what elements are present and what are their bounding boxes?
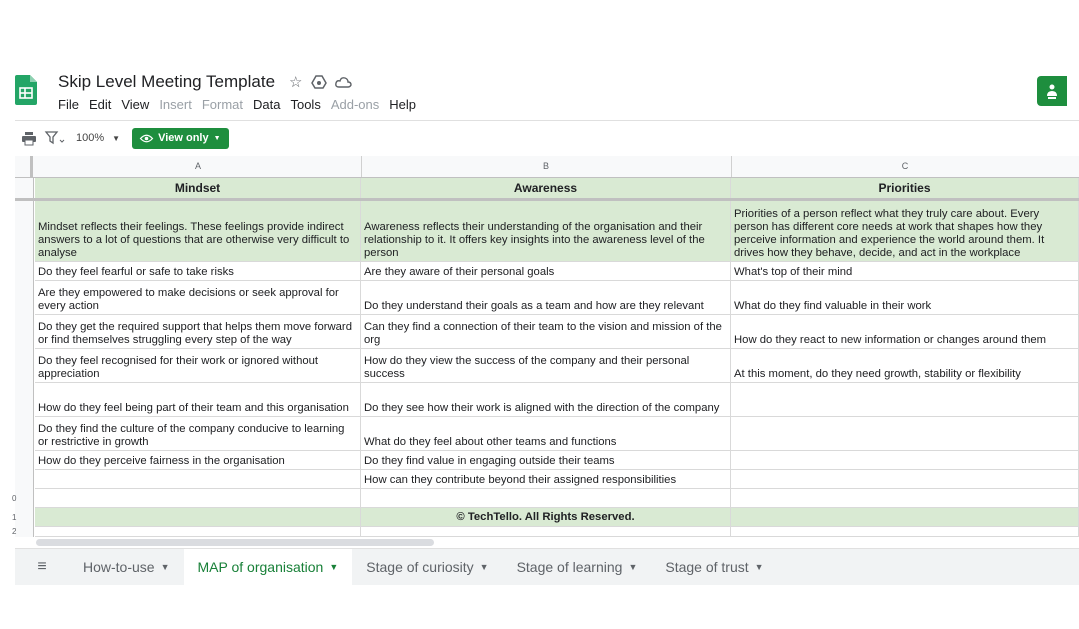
move-to-drive-icon[interactable] (311, 75, 327, 89)
cell-c5[interactable] (731, 315, 1079, 349)
cell-text: What do they find valuable in their work (734, 300, 932, 312)
cell-text: Do they understand their goals as a team and how are they relevant (364, 300, 704, 312)
cell-a9[interactable] (35, 451, 361, 470)
cell-a6[interactable] (35, 349, 361, 383)
cell-text: Awareness (513, 181, 578, 195)
cell-text: At this moment, do they need growth, stability or flexibility (734, 368, 1021, 380)
share-button[interactable] (1037, 76, 1067, 106)
cell-c1[interactable] (731, 178, 1079, 200)
document-title[interactable]: Skip Level Meeting Template (58, 72, 276, 91)
row-header[interactable] (15, 451, 34, 470)
row-header[interactable] (15, 470, 34, 489)
cell-c7[interactable] (731, 383, 1079, 417)
column-header-a[interactable]: A (35, 156, 362, 177)
cell-c4[interactable] (731, 281, 1079, 315)
select-all-corner[interactable] (15, 156, 33, 177)
cell-text: Do they feel recognised for their work or ignored without appreciation (38, 355, 319, 380)
frozen-row-divider[interactable] (15, 198, 1079, 201)
tab-label: Stage of trust (665, 559, 749, 575)
row-header[interactable] (15, 315, 34, 349)
cell-b13[interactable] (361, 527, 731, 537)
menu-tools[interactable]: Tools (290, 97, 321, 112)
row-header[interactable] (15, 178, 34, 200)
toolbar-divider (15, 120, 1079, 121)
cell-text: What's top of their mind (734, 266, 853, 278)
all-sheets-menu-icon[interactable]: ≡ (37, 558, 47, 575)
cell-text: Are they aware of their personal goals (364, 266, 555, 278)
cell-text: © TechTello. All Rights Reserved. (456, 510, 635, 523)
tab-stage-of-learning[interactable] (503, 549, 652, 585)
toolbar (22, 127, 229, 149)
cell-c9[interactable] (731, 451, 1079, 470)
column-header-b[interactable]: B (361, 156, 732, 177)
cell-a1[interactable] (35, 178, 361, 200)
view-only-button[interactable] (132, 128, 228, 149)
row-header[interactable] (15, 349, 34, 383)
zoom-value: 100% (76, 132, 105, 144)
chevron-down-icon: ▼ (628, 562, 638, 572)
cell-a5[interactable] (35, 315, 361, 349)
menu-insert[interactable]: Insert (159, 97, 192, 112)
sheet-tabs-bar (15, 548, 1079, 585)
star-icon[interactable]: ☆ (289, 73, 303, 91)
row-header[interactable] (15, 262, 34, 281)
cell-a12[interactable] (35, 508, 361, 527)
cell-text: Do they get the required support that helps them move forward or find themselves struggling every step of the way (38, 321, 352, 346)
chevron-down-icon: ▼ (479, 562, 489, 572)
menu-view[interactable]: View (121, 97, 150, 112)
cell-b9[interactable] (361, 451, 731, 470)
cell-a8[interactable] (35, 417, 361, 451)
tab-label: Stage of curiosity (366, 559, 474, 575)
cell-c6[interactable] (731, 349, 1079, 383)
row-header[interactable] (12, 489, 34, 508)
cell-c11[interactable] (731, 489, 1079, 508)
tab-stage-of-trust[interactable] (651, 549, 777, 585)
cell-text: Are they empowered to make decisions or seek approval for every action (38, 287, 339, 312)
cell-b3[interactable] (361, 262, 731, 281)
column-header-c[interactable]: C (901, 161, 909, 171)
chevron-down-icon: ▼ (112, 133, 121, 143)
cell-b4[interactable] (361, 281, 731, 315)
cell-text: How do they react to new information or changes around them (734, 334, 1047, 346)
tab-how-to-use[interactable] (69, 549, 184, 585)
menu-add-ons[interactable]: Add-ons (330, 97, 380, 112)
row-header[interactable] (12, 508, 34, 527)
cell-text: How can they contribute beyond their assigned responsibilities (364, 474, 677, 486)
cell-b8[interactable] (361, 417, 731, 451)
row-number: 1 (12, 512, 17, 522)
cell-text: What do they feel about other teams and functions (364, 436, 617, 448)
cell-a10[interactable] (35, 470, 361, 489)
cell-a4[interactable] (35, 281, 361, 315)
cell-c2[interactable] (731, 200, 1079, 262)
cell-c3[interactable] (731, 262, 1079, 281)
cell-text: Mindset (174, 181, 221, 195)
cell-a7[interactable] (35, 383, 361, 417)
chevron-down-icon: ▼ (160, 562, 170, 572)
cell-text: Can they find a connection of their team to the vision and mission of the org (364, 321, 722, 346)
tab-map-of-organisation[interactable] (184, 549, 353, 585)
tab-label: Stage of learning (516, 559, 623, 575)
chevron-down-icon: ▼ (213, 134, 221, 142)
cell-b2[interactable] (361, 200, 731, 262)
cell-b11[interactable] (361, 489, 731, 508)
cell-a13[interactable] (35, 527, 361, 537)
cell-b1[interactable] (361, 178, 731, 200)
cell-text: Do they see how their work is aligned with the direction of the company (364, 402, 720, 414)
cell-text: How do they feel being part of their team and this organisation (38, 402, 349, 414)
row-header[interactable] (15, 417, 34, 451)
chevron-down-icon: ▼ (329, 562, 339, 572)
cell-text: How do they perceive fairness in the organisation (38, 455, 285, 467)
chevron-down-icon: ▼ (754, 562, 764, 572)
row-number: 0 (12, 493, 17, 503)
row-header[interactable] (15, 281, 34, 315)
horizontal-scrollbar[interactable] (36, 539, 434, 546)
tab-label: How-to-use (83, 559, 155, 575)
row-header[interactable] (15, 200, 34, 262)
title-row (58, 72, 352, 92)
cell-b12[interactable] (361, 508, 731, 527)
row-header[interactable] (12, 527, 34, 537)
row-number: 2 (12, 527, 17, 536)
person-icon (1037, 76, 1067, 106)
column-headers (15, 156, 1079, 178)
menu-edit[interactable]: Edit (88, 97, 112, 112)
cell-text: Do they find value in engaging outside their teams (364, 455, 615, 467)
spreadsheet-grid[interactable] (12, 156, 1079, 540)
sheets-logo-icon[interactable] (15, 75, 37, 105)
cell-b5[interactable] (361, 315, 731, 349)
cell-text: Awareness reflects their understanding of the organisation and their relationship to it. It offers key insights into the awareness level of the person (364, 221, 705, 259)
cell-c13[interactable] (731, 527, 1079, 537)
menu-help[interactable]: Help (389, 97, 416, 112)
view-only-label: View only (158, 132, 209, 144)
cell-a11[interactable] (35, 489, 361, 508)
cell-text: Mindset reflects their feelings. These feelings provide indirect answers to a lot of questions that are otherwise very difficult to analyse (38, 221, 350, 259)
menu-file[interactable]: File (58, 97, 79, 112)
cell-text: Priorities (878, 181, 931, 195)
menu-data[interactable]: Data (253, 97, 281, 112)
row-header[interactable] (15, 383, 34, 417)
cell-b10[interactable] (361, 470, 731, 489)
cell-c12[interactable] (731, 508, 1079, 527)
cell-c10[interactable] (731, 470, 1079, 489)
tab-stage-of-curiosity[interactable] (352, 549, 502, 585)
title-icons (289, 75, 351, 90)
cell-text: Priorities of a person reflect what they truly care about. Every person has different core needs at work that shapes how they perceive information and experience the world around them. It drives how they behave, decide, and act in the workplace (734, 208, 1045, 259)
print-icon[interactable] (22, 132, 36, 145)
cell-text: How do they view the success of the company and their personal success (364, 355, 690, 380)
cell-c8[interactable] (731, 417, 1079, 451)
eye-icon (140, 134, 153, 143)
cloud-status-icon[interactable] (335, 76, 352, 88)
tab-label: MAP of organisation (197, 559, 324, 575)
cell-b7[interactable] (361, 383, 731, 417)
filter-icon[interactable] (46, 132, 66, 144)
menu-bar (58, 97, 416, 112)
cell-a3[interactable] (35, 262, 361, 281)
menu-format[interactable]: Format (201, 97, 243, 112)
cell-text: Do they find the culture of the company conducive to learning or restrictive in growth (38, 423, 345, 448)
zoom-select[interactable] (76, 132, 120, 144)
cell-text: Do they feel fearful or safe to take risks (38, 266, 234, 278)
cell-a2[interactable] (35, 200, 361, 262)
cell-b6[interactable] (361, 349, 731, 383)
